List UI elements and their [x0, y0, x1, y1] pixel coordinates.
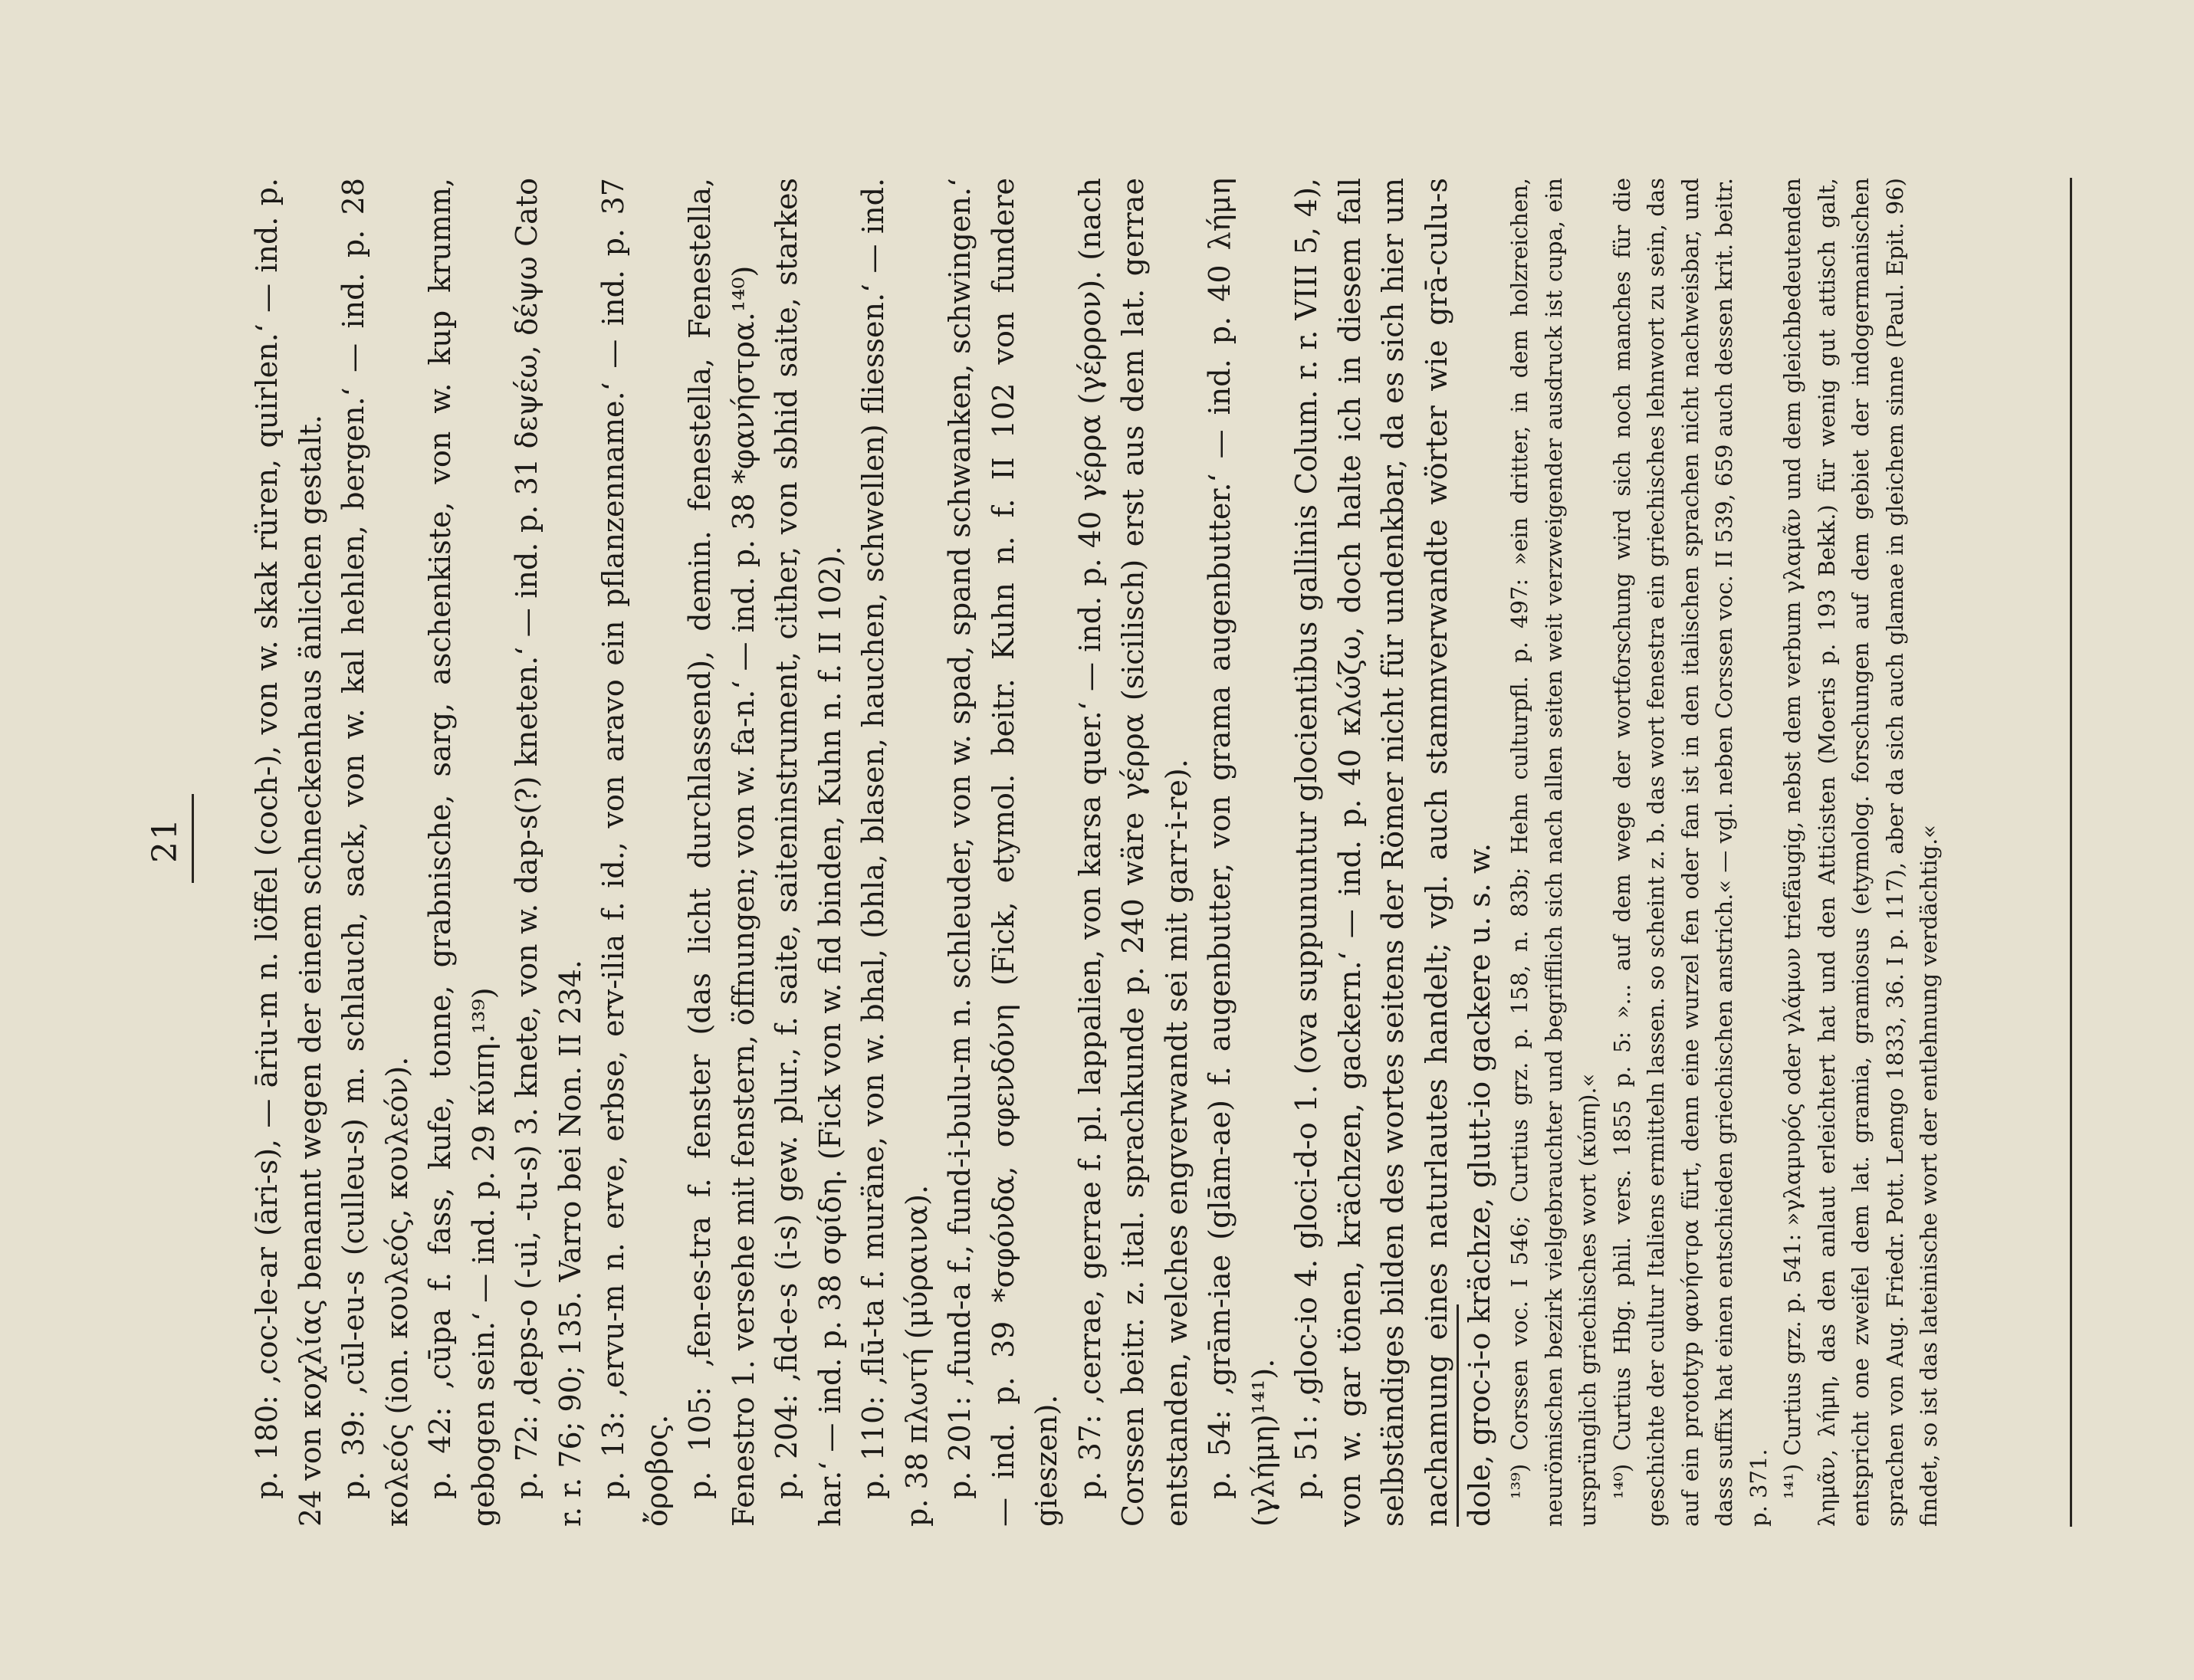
- main-text: [245, 178, 1502, 1527]
- entry-cerrae: p. 37: ‚cerrae, gerrae f. pl. lappalien, von karsa quer.‘ — ind. p. 40 γέρρα (γέρρον). (nach Corssen beitr. z. ital. sprachkunde p. 240 wäre γέρρα (sicilisch) erst aus dem lat. gerrae entstanden, welches engverwandt sei mit garr-i-re).: [1072, 178, 1194, 1527]
- footnote-rule: [1457, 1304, 1459, 1527]
- footnote-139: ¹³⁹) Corssen voc. I 546; Curtius grz. p. 158, n. 83b; Hehn culturpfl. p. 497: »ein dritter, in dem holzreichen, neurömischen bezirk vielgebrauchter und begrifflich sich nach allen seiten weit verzweigender ausdruck ist cupa, ein ursprünglich griechisches wort (κύπη).«: [1506, 178, 1601, 1527]
- entry-glocio: p. 51: ‚gloc-io 4. gloci-d-o 1. (ova suppununtur glocientibus gallinis Colum. r. r. VIII 5, 4), von w. gar tönen, krächzen, gackern.‘ — ind. p. 40 κλώζω, doch halte ich in diesem fall selbständiges bilden des wortes seitens der Römer nicht für undenkbar, da es sich hier um nachamung eines naturlautes handelt; vgl. auch stammverwandte wörter wie grā-culu-s dole, groc-i-o krächze, glutt-io gackere u. s. w.: [1289, 178, 1496, 1527]
- footnote-140: ¹⁴⁰) Curtius Hbg. phil. vers. 1855 p. 5: »... auf dem wege der wortforschung wird sich noch manches für die geschichte der cultur Italiens ermitteln lassen. so scheint z. b. das wort fenestra ein griechisches lehnwort zu sein, das auf ein prototyp φανήστρα fürt, denn eine wurzel fen oder fan ist in den italischen sprachen nicht nachweisbar, und dass suffix hat einen entschieden griechischen anstrich.« — vgl. neben Corssen voc. II 539, 659 auch dessen krit. beitr. p. 371.: [1608, 178, 1772, 1527]
- entry-coclear: p. 180: ‚coc-le-ar (āri-s), — āriu-m n. löffel (coch-), von w. skak rüren, quirlen.‘ — ind. p. 24 von κοχλίας benannt wegen der einem schneckenhaus änlichen gestalt.: [250, 178, 327, 1527]
- entry-funda: p. 201: ‚fund-a f., fund-i-bulu-m n. schleuder, von w. spad, spand schwanken, schwingen.‘ — ind. p. 39 *σφόνδα, σφενδόνη (Fick, etymol. beitr. Kuhn n. f. II 102 von fundere gieszen).: [943, 178, 1063, 1527]
- top-rule: [192, 794, 194, 883]
- entry-ervum: p. 13: ‚ervu-m n. erve, erbse, erv-ilia f. id., von aravo ein pflanzenname.‘ — ind. p. 37 ὄροβος.: [596, 178, 674, 1527]
- entry-culleus: p. 39: ‚cūl-eu-s (culleu-s) m. schlauch, sack, von w. kal hehlen, bergen.‘ — ind. p. 28 κολεός (ion. κουλεός, κουλεόν).: [337, 178, 414, 1527]
- entry-gramiae: p. 54: ‚grām-iae (glām-ae) f. augenbutter, von grama augenbutter.‘ — ind. p. 40 λήμη (γλήμη)¹⁴¹).: [1203, 178, 1280, 1527]
- entry-fenestra: p. 105: ‚fen-es-tra f. fenster (das licht durchlassend), demin. fenestella, Fenestella, Fenestro 1. versehe mit fenstern, öffnungen; von w. fa-n.‘ — ind. p. 38 *φανήστρα.¹⁴⁰): [683, 178, 760, 1527]
- entry-fluta: p. 110: ‚flū-ta f. muräne, von w. bhal, (bhla, blasen, hauchen, schwellen) fliessen.‘ — ind. p. 38 πλωτή (μύραινα).: [856, 178, 934, 1527]
- entry-cupa: p. 42: ‚cūpa f. fass, kufe, tonne, grabnische, sarg, aschenkiste, von w. kup krumm, gebogen sein.‘ — ind. p. 29 κύπη.¹³⁹): [423, 178, 501, 1527]
- footnotes: [1503, 178, 1946, 1527]
- entry-depso: p. 72: ‚deps-o (-ui, -tu-s) 3. knete, von w. dap-s(?) kneten.‘ — ind. p. 31 δεψέω, δέψω Cato r. r. 76; 90; 135. Varro bei Non. II 234.: [510, 178, 587, 1527]
- bottom-rule: [2070, 178, 2072, 1527]
- footnote-141: ¹⁴¹) Curtius grz. p. 541: »γλαμυρός oder γλάμων triefäugig, nebst dem verbum γλαμᾶν und dem gleichbedeutenden λημᾶν, λήμη, das den anlaut erleichtert hat und den Atticisten (Moeris p. 193 Bekk.) für wenig gut attisch galt, entspricht one zweifel dem lat. gramia, gramiosus (etymolog. forschungen auf dem gebiet der indogermanischen sprachen von Aug. Friedr. Pott. Lemgo 1833, 36. I p. 117), aber da sich auch glamae in gleichem sinne (Paul. Epit. 96) findet, so ist das lateinische wort der entlehnung verdächtig.«: [1779, 178, 1942, 1527]
- page-number: 21: [146, 817, 185, 863]
- entry-fides: p. 204: ‚fid-e-s (i-s) gew. plur., f. saite, saiteninstrument, cither, von sbhid saite, starkes har.‘ — ind. p. 38 σφίδη. (Fick von w. fid binden, Kuhn n. f. II 102).: [770, 178, 847, 1527]
